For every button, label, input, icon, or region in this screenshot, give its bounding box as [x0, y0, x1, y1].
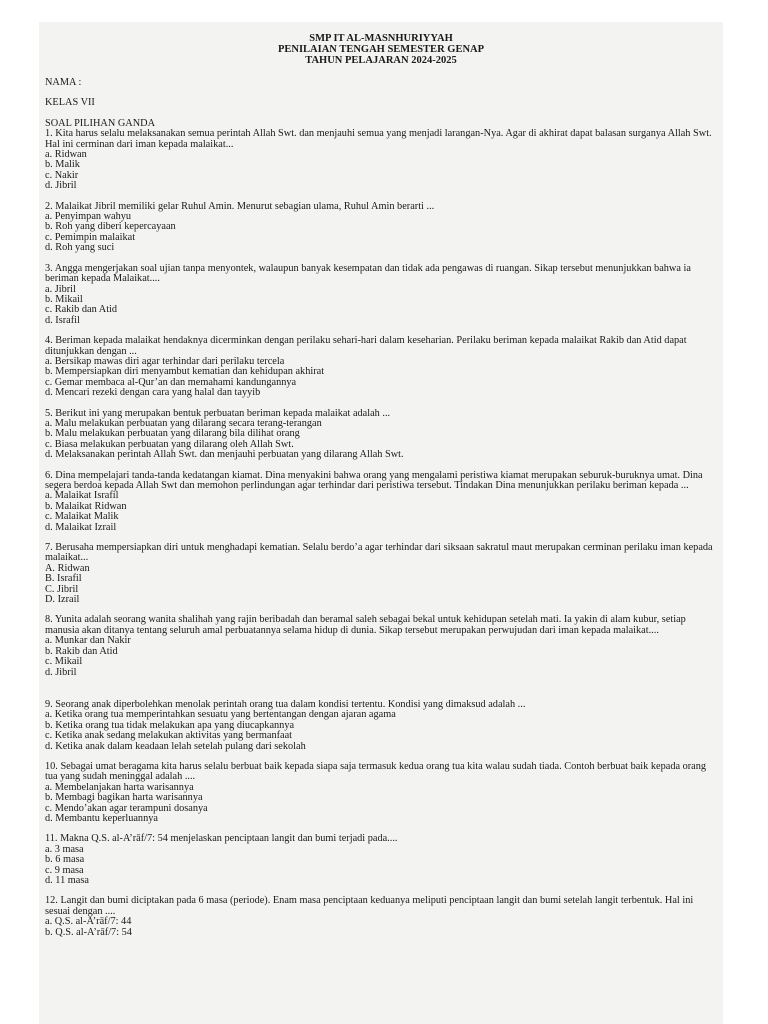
option-list	[45, 150, 717, 192]
question-text: 7. Berusaha mempersiapkan diri untuk menghadapi kematian. Selalu berdo’a agar terhindar dari siksaan sakratul maut merupakan cerminan perilaku iman kepada malaikat...	[45, 542, 713, 564]
answer-option: a. Membelanjakan harta warisannya	[45, 781, 194, 793]
question-text: 4. Beriman kepada malaikat hendaknya dicerminkan dengan perilaku sehari-hari dalam keseharian. Perilaku beriman kepada malaikat Rakib dan Atid dapat ditunjukkan dengan ...	[45, 335, 687, 357]
question-item	[45, 129, 717, 191]
question-item	[45, 264, 717, 326]
answer-option: b. Malu melakukan perbuatan yang dilarang bila dilihat orang	[45, 428, 300, 440]
question-item	[45, 615, 717, 677]
answer-option: d. Jibril	[45, 180, 77, 192]
question-item	[45, 762, 717, 824]
answer-option: b. Rakib dan Atid	[45, 645, 118, 657]
answer-option: a. Jibril	[45, 283, 76, 295]
answer-option: a. Malu melakukan perbuatan yang dilarang secara terang-terangan	[45, 417, 322, 429]
answer-option: c. Nakir	[45, 169, 79, 181]
question-text: 8. Yunita adalah seorang wanita shalihah yang rajin beribadah dan beramal saleh sebagai bekal untuk kehidupan setelah mati. Ia yakin di alam kubur, setiap manusia akan ditanya tentang seluruh amal perbuatannya selama hidup di dunia. Sikap tersebut merupakan perwujudan dari iman kepada malaikat....	[45, 614, 686, 636]
answer-option: c. Biasa melakukan perbuatan yang dilarang oleh Allah Swt.	[45, 438, 294, 450]
answer-option: a. Ketika orang tua memperintahkan sesuatu yang bertentangan dengan ajaran agama	[45, 709, 396, 721]
answer-option: c. Ketika anak sedang melakukan aktivitas yang bermanfaat	[45, 730, 293, 742]
answer-option: d. Israfil	[45, 314, 80, 326]
answer-option: b. Mempersiapkan diri menyambut kematian dan kehidupan akhirat	[45, 366, 325, 378]
document-header	[39, 33, 723, 66]
answer-option: c. Gemar membaca al-Qur’an dan memahami kandungannya	[45, 376, 297, 388]
option-list	[45, 285, 717, 327]
question-item	[45, 543, 717, 605]
name-field-label: NAMA :	[45, 77, 82, 88]
answer-option: c. Mendo’akan agar terampuni dosanya	[45, 802, 208, 814]
answer-option: d. Malaikat Izrail	[45, 521, 117, 533]
answer-option: a. Malaikat Israfil	[45, 490, 119, 502]
option-list	[45, 357, 717, 399]
question-item	[45, 834, 717, 886]
question-list	[45, 129, 717, 938]
answer-option: b. 6 masa	[45, 854, 85, 866]
question-text: 9. Seorang anak diperbolehkan menolak perintah orang tua dalam kondisi tertentu. Kondisi yang dimaksud adalah ...	[45, 698, 526, 710]
option-list	[45, 491, 717, 533]
answer-option: b. Q.S. al-A’rāf/7: 54	[45, 926, 132, 938]
answer-option: B. Israfil	[45, 573, 82, 585]
option-list	[45, 845, 717, 887]
question-text: 1. Kita harus selalu melaksanakan semua perintah Allah Swt. dan menjauhi semua yang menjadi larangan-Nya. Agar di akhirat dapat balasan surganya Allah Swt. Hal ini cerminan dari iman kepada malaikat...	[45, 128, 712, 150]
question-item	[45, 700, 717, 752]
question-item	[45, 896, 717, 938]
answer-option: d. Roh yang suci	[45, 242, 115, 254]
answer-option: a. Q.S. al-A’rāf/7: 44	[45, 916, 132, 928]
question-item	[45, 336, 717, 398]
option-list	[45, 564, 717, 606]
answer-option: c. 9 masa	[45, 864, 84, 876]
option-list	[45, 636, 717, 678]
answer-option: b. Mikail	[45, 293, 83, 305]
answer-option: d. Ketika anak dalam keadaan lelah setelah pulang dari sekolah	[45, 740, 306, 752]
answer-option: b. Ketika orang tua tidak melakukan apa yang diucapkannya	[45, 719, 295, 731]
answer-option: d. Membantu keperluannya	[45, 812, 158, 824]
option-list	[45, 917, 717, 938]
question-item	[45, 471, 717, 533]
class-label: KELAS VII	[45, 97, 95, 109]
answer-option: c. Rakib dan Atid	[45, 304, 118, 316]
answer-option: c. Mikail	[45, 656, 83, 668]
academic-year: TAHUN PELAJARAN 2024-2025	[305, 55, 457, 66]
document-body	[45, 78, 717, 938]
answer-option: b. Membagi bagikan harta warisannya	[45, 792, 203, 804]
answer-option: c. Pemimpin malaikat	[45, 231, 136, 243]
answer-option: C. Jibril	[45, 583, 79, 595]
option-list	[45, 212, 717, 254]
question-item	[45, 409, 717, 461]
answer-option: a. Bersikap mawas diri agar terhindar dari perilaku tercela	[45, 355, 285, 367]
answer-option: a. Ridwan	[45, 149, 87, 161]
answer-option: D. Izrail	[45, 594, 80, 606]
answer-option: a. 3 masa	[45, 843, 84, 855]
question-text: 12. Langit dan bumi diciptakan pada 6 masa (periode). Enam masa penciptaan keduanya meliputi penciptaan langit dan bumi setelah langit terbentuk. Hal ini sesuai dengan ....	[45, 895, 694, 917]
option-list	[45, 710, 717, 752]
school-name: SMP IT AL-MASNHURIYYAH	[309, 33, 453, 44]
option-list	[45, 783, 717, 825]
answer-option: c. Malaikat Malik	[45, 511, 119, 523]
question-text: 2. Malaikat Jibril memiliki gelar Ruhul Amin. Menurut sebagian ulama, Ruhul Amin berarti ...	[45, 200, 435, 212]
answer-option: a. Penyimpan wahyu	[45, 211, 132, 223]
question-text: 10. Sebagai umat beragama kita harus selalu berbuat baik kepada siapa saja termasuk kedua orang tua kita walau sudah tiada. Contoh berbuat baik kepada orang tua yang sudah meninggal adalah ....	[45, 760, 707, 783]
option-list	[45, 419, 717, 461]
answer-option: d. Jibril	[45, 666, 77, 678]
answer-option: d. Mencari rezeki dengan cara yang halal dan tayyib	[45, 387, 261, 399]
section-title: SOAL PILIHAN GANDA	[45, 117, 156, 129]
answer-option: d. Melaksanakan perintah Allah Swt. dan menjauhi perbuatan yang dilarang Allah Swt.	[45, 449, 404, 461]
question-text: 3. Angga mengerjakan soal ujian tanpa menyontek, walaupun banyak kesempatan dan tidak ada pengawas di ruangan. Sikap tersebut menunjukkan bahwa ia beriman kepada Malaikat....	[45, 262, 691, 285]
question-item	[45, 202, 717, 254]
question-text: 11. Makna Q.S. al-A’rāf/7: 54 menjelaskan penciptaan langit dan bumi terjadi pada....	[45, 833, 398, 845]
answer-option: A. Ridwan	[45, 562, 90, 574]
question-text: 5. Berikut ini yang merupakan bentuk perbuatan beriman kepada malaikat adalah ...	[45, 407, 391, 419]
answer-option: b. Roh yang diberi kepercayaan	[45, 221, 176, 233]
answer-option: d. 11 masa	[45, 875, 89, 886]
answer-option: b. Malik	[45, 159, 80, 171]
question-text: 6. Dina mempelajari tanda-tanda kedatangan kiamat. Dina menyakini bahwa orang yang mengalami peristiwa kiamat merupakan seburuk-buruknya umat. Dina segera berdoa kepada Allah Swt dan memohon perlindungan agar terhindar dari peristiwa tersebut. Tindakan Dina menunjukkan perilaku beriman kepada ...	[45, 469, 703, 491]
exam-title: PENILAIAN TENGAH SEMESTER GENAP	[277, 44, 485, 55]
answer-option: b. Malaikat Ridwan	[45, 500, 127, 512]
answer-option: a. Munkar dan Nakir	[45, 635, 131, 647]
